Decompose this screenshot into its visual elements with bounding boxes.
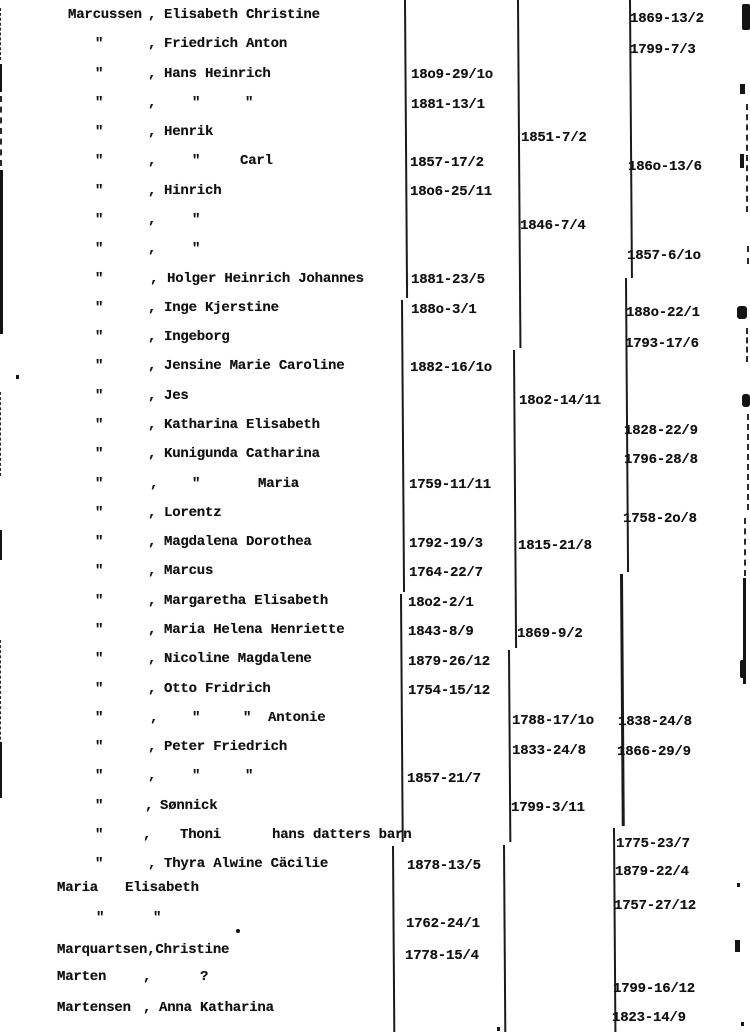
- table-row: [0, 592, 750, 618]
- ditto-mark: ": [95, 768, 104, 784]
- ditto-mark: ": [243, 710, 252, 726]
- table-row: [0, 445, 750, 471]
- date-text: 1792-19/3: [409, 536, 483, 552]
- date-text: 1796-28/8: [624, 452, 698, 468]
- table-row: [0, 968, 750, 997]
- comma-separator: ,: [143, 827, 152, 843]
- surname-text: Marcussen: [68, 7, 142, 23]
- date-text: 1857-21/7: [407, 771, 481, 787]
- comma-separator: ,: [148, 241, 157, 257]
- date-text: 1757-27/12: [614, 898, 697, 914]
- ditto-mark: ": [95, 271, 104, 287]
- date-text: 1762-24/1: [406, 916, 480, 932]
- comma-separator: ,: [145, 798, 154, 814]
- ditto-mark: ": [95, 241, 104, 257]
- date-text: 1851-7/2: [521, 130, 587, 146]
- ditto-mark: ": [95, 827, 104, 843]
- table-row: [0, 680, 750, 706]
- table-row: [0, 909, 750, 935]
- table-row: [0, 94, 750, 120]
- date-text: 188o-3/1: [411, 302, 477, 318]
- ditto-mark: ": [95, 476, 104, 492]
- date-text: 1799-7/3: [630, 42, 696, 58]
- table-row: [0, 35, 750, 61]
- date-text: 18o2-2/1: [408, 595, 474, 611]
- comma-separator: ,: [148, 417, 157, 433]
- given-name-text: Maria Helena Henriette: [164, 622, 345, 638]
- table-row: [0, 767, 750, 793]
- date-text: 1778-15/4: [405, 948, 479, 964]
- ditto-mark: ": [192, 153, 201, 169]
- comma-separator: ,: [148, 563, 157, 579]
- comma-separator: ,: [148, 66, 157, 82]
- ditto-mark: ": [95, 329, 104, 345]
- comma-separator: ,: [148, 681, 157, 697]
- ditto-mark: ": [95, 36, 104, 52]
- table-row: [0, 6, 750, 32]
- ditto-mark: ": [192, 476, 201, 492]
- date-text: 1869-9/2: [517, 626, 583, 642]
- date-text: 18o2-14/11: [519, 393, 602, 409]
- ditto-mark: ": [95, 593, 104, 609]
- date-text: 1866-29/9: [617, 744, 691, 760]
- given-name-text: Friedrich Anton: [164, 36, 288, 52]
- table-row: [0, 328, 750, 354]
- table-row: [0, 999, 750, 1025]
- ditto-mark: ": [95, 651, 104, 667]
- table-row: [0, 65, 750, 91]
- comma-separator: ,: [148, 329, 157, 345]
- surname-text: Martensen: [57, 1000, 131, 1016]
- given-name-text: Thoni: [180, 827, 222, 843]
- given-name-text: Nicoline Magdalene: [164, 651, 312, 667]
- given-name-text: Antonie: [268, 710, 326, 726]
- table-row: [0, 152, 750, 178]
- ditto-mark: ": [95, 681, 104, 697]
- date-text: 1879-22/4: [615, 864, 689, 880]
- comma-separator: ,: [143, 969, 152, 985]
- table-row: [0, 387, 750, 413]
- given-name-text: Katharina Elisabeth: [164, 417, 320, 433]
- table-row: [0, 941, 750, 967]
- date-text: 1857-17/2: [410, 155, 484, 171]
- ditto-mark: ": [245, 95, 254, 111]
- ditto-mark: ": [95, 124, 104, 140]
- comma-separator: ,: [143, 1000, 152, 1016]
- comma-separator: ,: [150, 710, 159, 726]
- date-text: 1758-2o/8: [623, 511, 697, 527]
- date-text: 1823-14/9: [612, 1010, 686, 1026]
- ditto-mark: ": [153, 910, 162, 926]
- comma-separator: ,: [148, 300, 157, 316]
- table-row: [0, 562, 750, 588]
- table-row: [0, 504, 750, 530]
- table-row: [0, 211, 750, 237]
- table-row: [0, 123, 750, 149]
- surname-text: Marquartsen,Christine: [57, 942, 230, 958]
- ditto-mark: ": [245, 768, 254, 784]
- ditto-mark: ": [192, 768, 201, 784]
- date-text: 1754-15/12: [408, 683, 491, 699]
- comma-separator: ,: [148, 36, 157, 52]
- given-name-text: Holger Heinrich Johannes: [167, 271, 364, 287]
- date-text: 1833-24/8: [512, 743, 586, 759]
- table-row: [0, 182, 750, 208]
- table-row: [0, 270, 750, 296]
- table-row: [0, 533, 750, 559]
- comma-separator: ,: [148, 856, 157, 872]
- ditto-mark: ": [95, 153, 104, 169]
- given-name-text: Peter Friedrich: [164, 739, 288, 755]
- ditto-mark: ": [192, 95, 201, 111]
- comma-separator: ,: [150, 271, 159, 287]
- date-text: 1793-17/6: [625, 336, 699, 352]
- date-text: 1846-7/4: [520, 218, 586, 234]
- date-text: 188o-22/1: [626, 305, 700, 321]
- ditto-mark: ": [95, 798, 104, 814]
- given-name-text: Hans Heinrich: [164, 66, 271, 82]
- date-text: 1838-24/8: [618, 714, 692, 730]
- date-text: 1881-23/5: [411, 272, 485, 288]
- comma-separator: ,: [148, 593, 157, 609]
- table-row: [0, 709, 750, 735]
- scan-artifact: [497, 1027, 500, 1031]
- ditto-mark: ": [95, 300, 104, 316]
- comma-separator: ,: [148, 358, 157, 374]
- comma-separator: ,: [148, 768, 157, 784]
- ditto-mark: ": [95, 66, 104, 82]
- given-name-text: Inge Kjerstine: [164, 300, 279, 316]
- given-name-text: Lorentz: [164, 505, 222, 521]
- date-text: 18o9-29/1o: [411, 67, 494, 83]
- given-name-text: Maria: [258, 476, 300, 492]
- table-row: [0, 650, 750, 676]
- date-text: 1878-13/5: [407, 858, 481, 874]
- ditto-mark: ": [96, 910, 105, 926]
- comma-separator: ,: [148, 534, 157, 550]
- ditto-mark: ": [95, 856, 104, 872]
- date-text: 1799-16/12: [613, 981, 696, 997]
- table-row: [0, 299, 750, 325]
- given-name-text: Marcus: [164, 563, 214, 579]
- ditto-mark: ": [95, 358, 104, 374]
- date-text: 1788-17/1o: [512, 713, 595, 729]
- comma-separator: ,: [148, 153, 157, 169]
- surname-text: Marten: [57, 969, 107, 985]
- given-name-text: hans datters barn: [272, 827, 412, 843]
- given-name-text: Hinrich: [164, 183, 222, 199]
- comma-separator: ,: [148, 183, 157, 199]
- ditto-mark: ": [95, 534, 104, 550]
- ditto-mark: ": [95, 183, 104, 199]
- given-name-text: Elisabeth Christine: [164, 7, 320, 23]
- ditto-mark: ": [95, 505, 104, 521]
- date-text: 1882-16/1o: [410, 360, 493, 376]
- given-name-text: Magdalena Dorothea: [164, 534, 312, 550]
- date-text: 1815-21/8: [518, 538, 592, 554]
- table-row: [0, 738, 750, 764]
- ditto-mark: ": [95, 446, 104, 462]
- comma-separator: ,: [148, 739, 157, 755]
- date-text: 1857-6/1o: [627, 248, 701, 264]
- comma-separator: ,: [148, 622, 157, 638]
- given-name-text: Henrik: [164, 124, 214, 140]
- table-row: [0, 797, 750, 823]
- table-row: [0, 826, 750, 852]
- given-name-text: Jes: [164, 388, 189, 404]
- given-name-text: Kunigunda Catharina: [164, 446, 320, 462]
- ditto-mark: ": [95, 710, 104, 726]
- date-text: 1764-22/7: [409, 565, 483, 581]
- comma-separator: ,: [150, 476, 159, 492]
- ditto-mark: ": [95, 212, 104, 228]
- given-name-text: Margaretha Elisabeth: [164, 593, 329, 609]
- ditto-mark: ": [95, 417, 104, 433]
- table-row: [0, 357, 750, 383]
- table-row: [0, 475, 750, 501]
- date-text: 1869-13/2: [630, 11, 704, 27]
- date-text: 186o-13/6: [628, 159, 702, 175]
- comma-separator: ,: [148, 212, 157, 228]
- comma-separator: ,: [148, 388, 157, 404]
- ditto-mark: ": [95, 622, 104, 638]
- date-text: 1775-23/7: [616, 836, 690, 852]
- date-text: 1881-13/1: [411, 97, 485, 113]
- ditto-mark: ": [95, 563, 104, 579]
- comma-separator: ,: [148, 446, 157, 462]
- given-name-text: Elisabeth: [125, 880, 199, 896]
- surname-text: Maria: [57, 880, 99, 896]
- given-name-text: ?: [200, 969, 209, 985]
- comma-separator: ,: [148, 124, 157, 140]
- given-name-text: Jensine Marie Caroline: [164, 358, 345, 374]
- comma-separator: ,: [148, 7, 157, 23]
- comma-separator: ,: [148, 651, 157, 667]
- given-name-text: Otto Fridrich: [164, 681, 271, 697]
- date-text: 18o6-25/11: [410, 184, 493, 200]
- date-text: 1799-3/11: [511, 800, 585, 816]
- date-text: 1759-11/11: [409, 477, 492, 493]
- date-text: 1828-22/9: [624, 423, 698, 439]
- given-name-text: Sønnick: [160, 798, 218, 814]
- ditto-mark: ": [192, 241, 201, 257]
- ditto-mark: ": [95, 739, 104, 755]
- ditto-mark: ": [192, 212, 201, 228]
- given-name-text: Thyra Alwine Cäcilie: [164, 856, 329, 872]
- ditto-mark: ": [192, 710, 201, 726]
- ditto-mark: ": [95, 388, 104, 404]
- date-text: 1879-26/12: [408, 654, 491, 670]
- given-name-text: Ingeborg: [164, 329, 230, 345]
- table-row: [0, 855, 750, 881]
- table-row: [0, 879, 750, 914]
- comma-separator: ,: [148, 505, 157, 521]
- table-row: [0, 240, 750, 266]
- given-name-text: Carl: [240, 153, 273, 169]
- table-row: [0, 416, 750, 442]
- given-name-text: Anna Katharina: [159, 1000, 274, 1016]
- date-text: 1843-8/9: [408, 624, 474, 640]
- table-row: [0, 621, 750, 647]
- comma-separator: ,: [148, 95, 157, 111]
- ditto-mark: ": [95, 95, 104, 111]
